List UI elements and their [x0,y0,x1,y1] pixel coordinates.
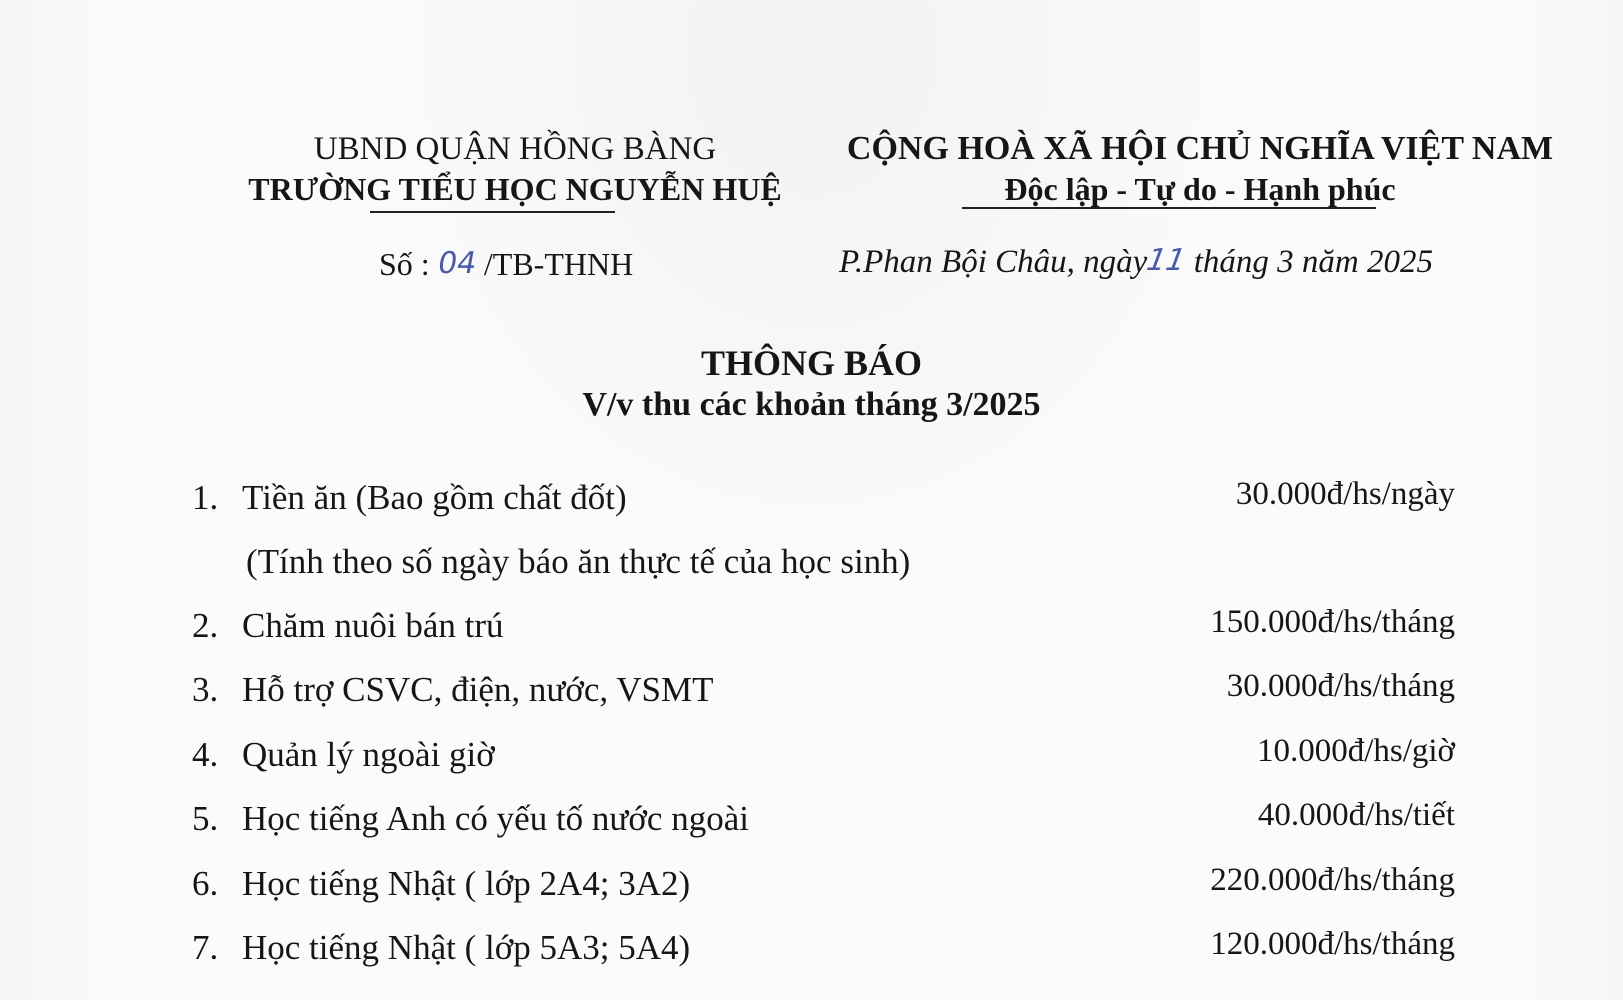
fee-number: 1. [192,478,219,517]
fee-amount: 10.000đ/hs/giờ [1256,733,1455,769]
fee-item [192,799,749,839]
fee-item [192,478,627,518]
issuer-underline [370,211,615,213]
fee-label: Tiền ăn (Bao gồm chất đốt) [242,478,627,517]
fee-label: Quản lý ngoài giờ [242,735,495,774]
fee-amount: 220.000đ/hs/tháng [1210,862,1455,898]
fee-label: Hỗ trợ CSVC, điện, nước, VSMT [242,670,714,709]
fee-number: 3. [192,670,219,709]
date-month-year: tháng 3 năm 2025 [1193,244,1433,280]
national-header [835,128,1565,210]
fee-number: 5. [192,799,219,838]
fee-number: 2. [192,606,219,645]
fee-number: 7. [192,928,219,967]
issuer-header [220,130,810,209]
handwritten-document-number: 04 [434,246,479,281]
document-number-suffix: /TB-THNH [483,246,634,282]
country-name: CỘNG HOÀ XÃ HỘI CHỦ NGHĨA VIỆT NAM [846,130,1554,167]
place-and-date [839,244,1433,281]
fee-label: Học tiếng Nhật ( lớp 5A3; 5A4) [242,928,691,967]
national-motto: Độc lập - Tự do - Hạnh phúc [1004,171,1396,207]
fee-item [192,606,504,646]
fee-amount: 30.000đ/hs/ngày [1235,476,1455,512]
notice-title: THÔNG BÁO [700,343,923,383]
fee-amount: 40.000đ/hs/tiết [1257,797,1455,833]
fee-label: Chăm nuôi bán trú [242,606,504,645]
fee-item [192,735,495,775]
handwritten-day: 11 [1144,243,1189,278]
school-name: TRƯỜNG TIỂU HỌC NGUYỄN HUỆ [248,171,782,207]
fee-amount: 120.000đ/hs/tháng [1210,926,1455,962]
fee-item [192,928,690,968]
document-number-prefix: Số : [379,246,430,282]
fee-number: 4. [192,735,219,774]
fee-number: 6. [192,864,219,903]
date-place-prefix: P.Phan Bội Châu, ngày [839,244,1148,280]
fee-amount: 150.000đ/hs/tháng [1210,604,1455,640]
issuing-authority: UBND QUẬN HỒNG BÀNG [313,131,717,167]
fee-item [192,670,713,710]
fee-label: Học tiếng Nhật ( lớp 2A4; 3A2) [242,864,691,903]
fee-item [192,864,690,904]
fee-amount: 30.000đ/hs/tháng [1226,668,1455,704]
motto-underline [962,207,1376,209]
fee-label: Học tiếng Anh có yếu tố nước ngoài [242,799,749,838]
notice-subject: V/v thu các khoản tháng 3/2025 [582,386,1041,423]
fee-note: (Tính theo số ngày báo ăn thực tế của học sinh) [246,542,911,581]
document-number [379,246,633,283]
